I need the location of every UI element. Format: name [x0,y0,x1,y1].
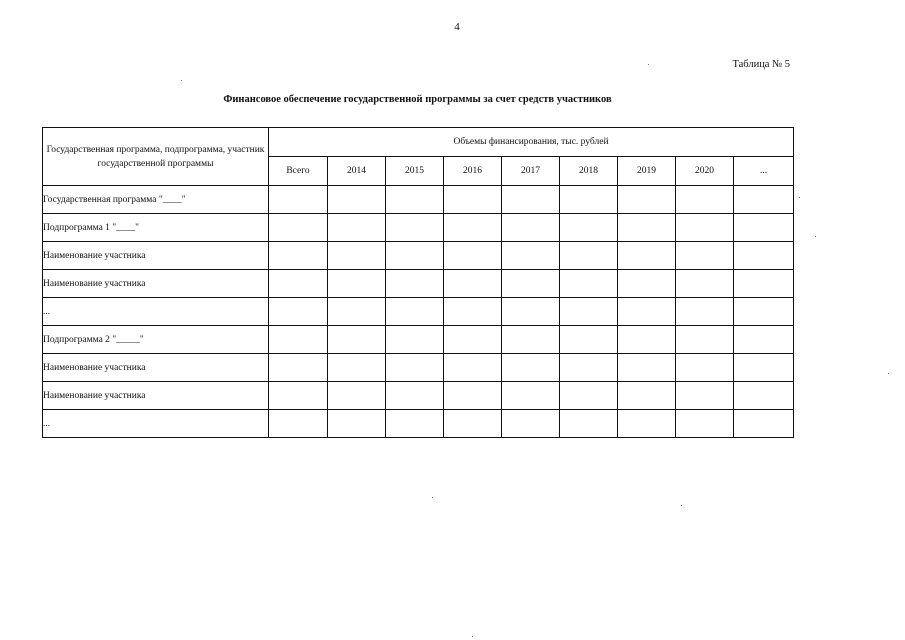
empty-cell [386,326,444,354]
column-header: 2020 [676,157,734,186]
empty-cell [618,410,676,438]
empty-cell [386,382,444,410]
column-header: 2014 [328,157,386,186]
empty-cell [444,298,502,326]
table-row [43,410,794,438]
empty-cell [734,214,794,242]
empty-cell [328,326,386,354]
empty-cell [444,270,502,298]
empty-cell [560,186,618,214]
row-label: Наименование участника [43,382,269,410]
table-row [43,270,794,298]
empty-cell [328,410,386,438]
table-label: Таблица № 5 [732,59,790,70]
empty-cell [676,270,734,298]
empty-cell [502,186,560,214]
empty-cell [502,410,560,438]
empty-cell [328,298,386,326]
table-row [43,242,794,270]
empty-cell [502,214,560,242]
empty-cell [269,186,328,214]
empty-cell [676,354,734,382]
empty-cell [734,354,794,382]
empty-cell [328,382,386,410]
empty-cell [386,214,444,242]
empty-cell [444,382,502,410]
empty-cell [502,354,560,382]
empty-cell [269,410,328,438]
column-header: 2018 [560,157,618,186]
scan-speck [681,505,682,506]
empty-cell [444,214,502,242]
empty-cell [444,354,502,382]
scan-speck [799,197,800,198]
empty-cell [734,242,794,270]
empty-cell [618,326,676,354]
empty-cell [560,270,618,298]
empty-cell [502,298,560,326]
empty-cell [734,270,794,298]
page-number: 4 [454,21,460,33]
empty-cell [560,214,618,242]
column-header: 2017 [502,157,560,186]
empty-cell [560,354,618,382]
empty-cell [676,382,734,410]
empty-cell [386,354,444,382]
empty-cell [328,270,386,298]
empty-cell [734,326,794,354]
empty-cell [560,410,618,438]
table-row [43,186,794,214]
table-row [43,326,794,354]
empty-cell [560,326,618,354]
empty-cell [734,298,794,326]
empty-cell [676,186,734,214]
row-label: Наименование участника [43,242,269,270]
empty-cell [560,382,618,410]
empty-cell [269,354,328,382]
empty-cell [269,242,328,270]
empty-cell [386,270,444,298]
column-header: 2019 [618,157,676,186]
empty-cell [386,410,444,438]
empty-cell [502,382,560,410]
row-label: ... [43,298,269,326]
header-funding-volumes: Объемы финансирования, тыс. рублей [269,128,794,157]
empty-cell [560,242,618,270]
empty-cell [676,214,734,242]
financing-table [42,127,794,438]
row-label: Подпрограмма 1 "____" [43,214,269,242]
empty-cell [676,242,734,270]
column-header: 2016 [444,157,502,186]
empty-cell [269,270,328,298]
empty-cell [676,326,734,354]
empty-cell [328,242,386,270]
header-row-top [43,128,794,157]
empty-cell [502,270,560,298]
header-program: Государственная программа, подпрограмма, участник государственной программы [43,128,269,186]
empty-cell [502,242,560,270]
empty-cell [269,214,328,242]
scan-speck [815,236,816,237]
empty-cell [328,214,386,242]
empty-cell [618,382,676,410]
empty-cell [502,326,560,354]
scan-speck [181,80,182,81]
empty-cell [618,298,676,326]
column-header: 2015 [386,157,444,186]
empty-cell [676,410,734,438]
empty-cell [444,186,502,214]
empty-cell [618,242,676,270]
column-header: ... [734,157,794,186]
column-header: Всего [269,157,328,186]
empty-cell [328,354,386,382]
row-label: Подпрограмма 2 "_____" [43,326,269,354]
empty-cell [444,242,502,270]
empty-cell [618,186,676,214]
empty-cell [386,186,444,214]
empty-cell [734,410,794,438]
scan-speck [472,636,473,637]
empty-cell [734,382,794,410]
empty-cell [386,298,444,326]
row-label: Наименование участника [43,354,269,382]
empty-cell [269,298,328,326]
row-label: Наименование участника [43,270,269,298]
scan-speck [648,64,649,65]
document-title: Финансовое обеспечение государственной программы за счет средств участников [223,94,612,105]
empty-cell [328,186,386,214]
table-row [43,382,794,410]
empty-cell [269,326,328,354]
row-label: ... [43,410,269,438]
table-body [43,186,794,438]
empty-cell [560,298,618,326]
empty-cell [676,298,734,326]
scan-speck [888,373,889,374]
empty-cell [444,326,502,354]
empty-cell [618,214,676,242]
table-row [43,354,794,382]
row-label: Государственная программа "____" [43,186,269,214]
empty-cell [386,242,444,270]
empty-cell [618,270,676,298]
empty-cell [734,186,794,214]
table-row [43,298,794,326]
empty-cell [444,410,502,438]
table-row [43,214,794,242]
empty-cell [618,354,676,382]
scan-speck [432,497,433,498]
empty-cell [269,382,328,410]
